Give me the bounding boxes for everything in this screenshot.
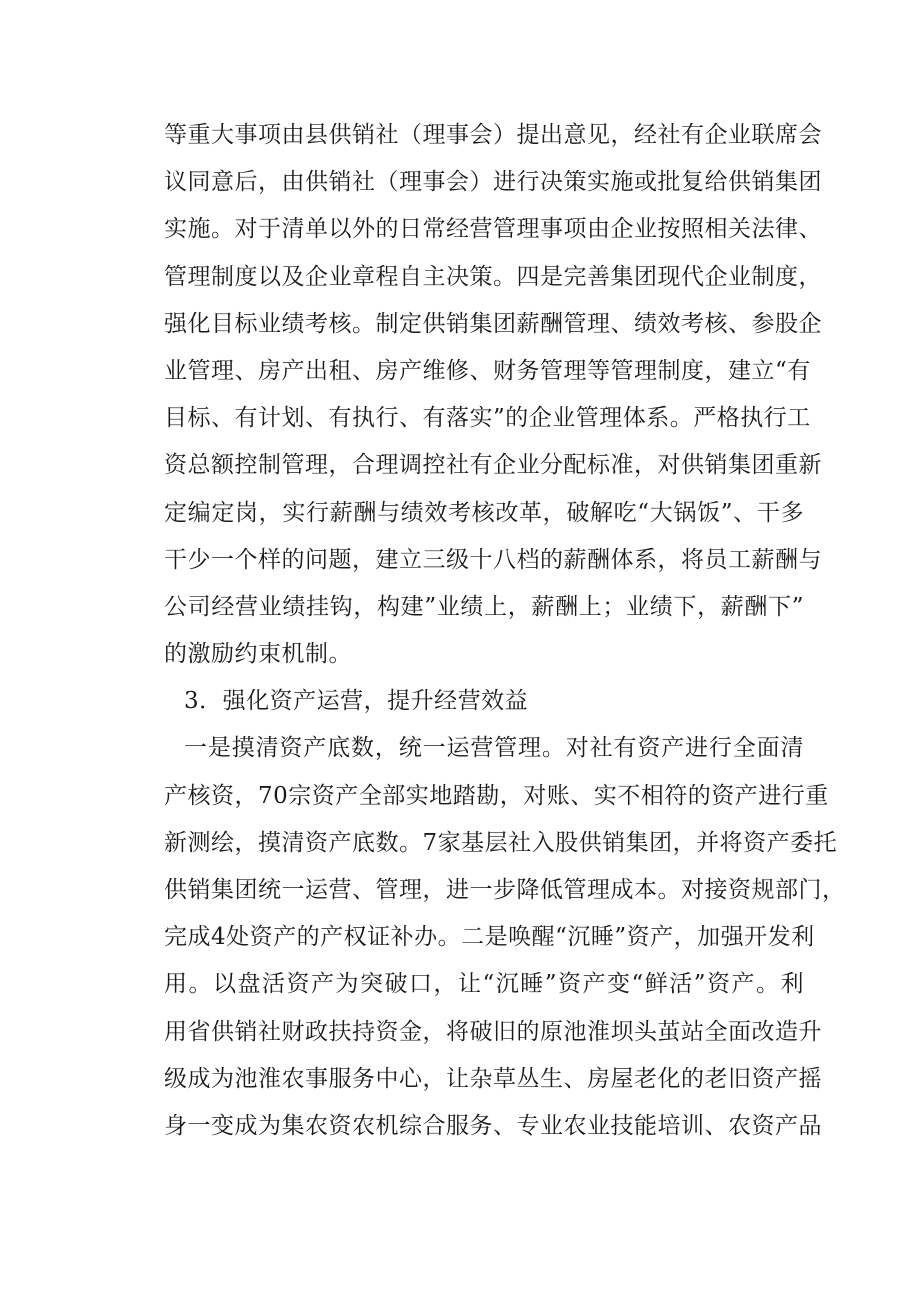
text-line: 管理制度以及企业章程自主决策。四是完善集团现代企业制度，	[164, 263, 822, 290]
text-line: 产核资，70宗资产全部实地踏勘，对账、实不相符的资产进行重	[164, 782, 829, 809]
text-line: 级成为池淮农事服务中心，让杂草丛生、房屋老化的老旧资产摇	[164, 1065, 822, 1092]
text-line: 的激励约束机制。	[164, 641, 352, 668]
text-line: 定编定岗，实行薪酬与绩效考核改革，破解吃“大锅饭”、干多	[164, 499, 804, 526]
text-line: 目标、有计划、有执行、有落实”的企业管理体系。严格执行工	[164, 405, 811, 432]
paragraph-1	[164, 112, 822, 678]
text-line: 身一变成为集农资农机综合服务、专业农业技能培训、农资产品	[164, 1112, 822, 1139]
text-line: 实施。对于清单以外的日常经营管理事项由企业按照相关法律、	[164, 216, 822, 243]
text-line: 议同意后，由供销社（理事会）进行决策实施或批复给供销集团	[164, 169, 822, 196]
document-body	[164, 112, 846, 1150]
text-line: 用省供销社财政扶持资金，将破旧的原池淮坝头茧站全面改造升	[164, 1018, 822, 1045]
section-heading: 3．强化资产运营，提升经营效益	[184, 688, 529, 715]
text-line: 强化目标业绩考核。制定供销集团薪酬管理、绩效考核、参股企	[164, 310, 822, 337]
text-line: 公司经营业绩挂钩，构建”业绩上，薪酬上；业绩下，薪酬下”	[164, 593, 804, 620]
text-line: 干少一个样的问题，建立三级十八档的薪酬体系，将员工薪酬与	[164, 546, 822, 573]
text-line: 等重大事项由县供销社（理事会）提出意见，经社有企业联席会	[164, 122, 822, 148]
text-line: 业管理、房产出租、房产维修、财务管理等管理制度，建立“有	[164, 357, 811, 384]
paragraph-2	[164, 725, 846, 1150]
text-line: 完成4处资产的产权证补办。二是唤醒“沉睡”资产，加强开发利	[164, 924, 815, 951]
text-line: 新测绘，摸清资产底数。7家基层社入股供销集团，并将资产委托	[164, 829, 838, 856]
text-line: 用。以盘活资产为突破口，让“沉睡”资产变“鲜活”资产。利	[164, 971, 804, 998]
text-line: 一是摸清资产底数，统一运营管理。对社有资产进行全面清	[184, 735, 804, 762]
text-line: 资总额控制管理，合理调控社有企业分配标准，对供销集团重新	[164, 452, 822, 479]
text-line: 供销集团统一运营、管理，进一步降低管理成本。对接资规部门，	[164, 877, 846, 903]
